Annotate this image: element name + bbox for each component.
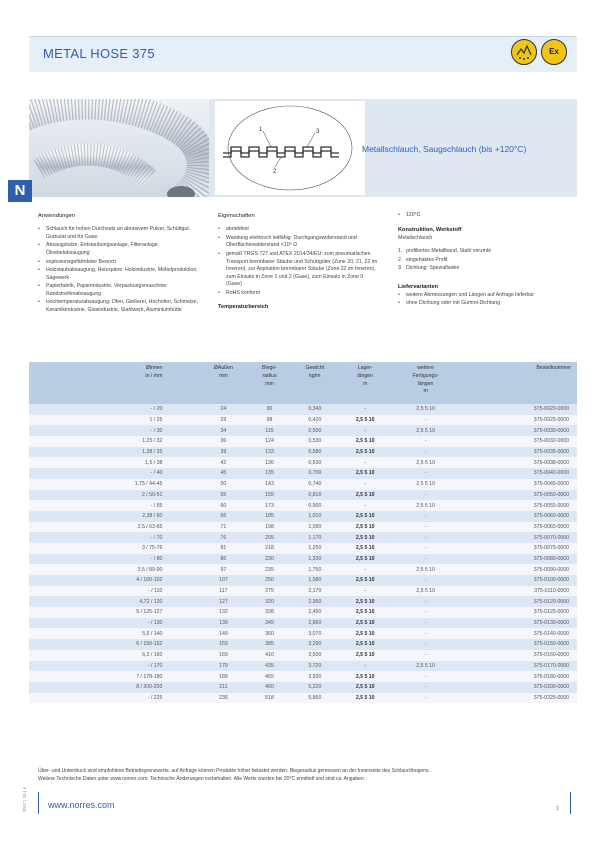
table-cell: 5,5 / 140: [29, 628, 197, 639]
table-cell: -: [340, 586, 390, 597]
table-cell: 81: [197, 543, 249, 554]
column-header: ØAußen mm: [197, 362, 249, 404]
table-cell: 0,740: [290, 479, 340, 490]
table-cell: 6 / 150-152: [29, 639, 197, 650]
table-cell: 2,5 5 10: [340, 650, 390, 661]
table-cell: 236: [197, 693, 249, 704]
table-cell: -: [340, 457, 390, 468]
table-cell: 2,5 5 10: [340, 618, 390, 629]
table-row: [29, 522, 577, 533]
page-number: 1: [556, 806, 559, 812]
list-item: • gemäß TRGS 727 und ATEX 2014/34/EU: zum pneumatischen Transport brennbarer Stäube und Schüttgüter (Zone 20, 21, 22 im Inneren), zur Aspiration brennbarer Stäube (Zone 22 im Inneren), zum Einsatz in Zone 1 und 2 (Gase), zum Einsatz in Zone 0 (Gase): [218, 251, 378, 289]
applications-heading: Anwendungen: [38, 213, 76, 219]
list-item: • Wandung elektrisch leitfähig: Durchgangswiderstand und Oberflächenwiderstand <10⁶ Ω: [218, 235, 378, 250]
table-cell: 55: [197, 490, 249, 501]
table-cell: 66: [197, 511, 249, 522]
table-cell: 34: [197, 425, 249, 436]
table-cell: - / 80: [29, 554, 197, 565]
hose-photo: [29, 99, 209, 197]
footnote-technical: Weitere Technische Daten unter www.norres.com. Technische Änderungen vorbehalten. Alle Werte wurden bei 20°C ermittelt und sind ca. Angaben.: [38, 776, 366, 782]
table-cell: 1,980: [290, 575, 340, 586]
table-cell: 2,5 5 10: [340, 693, 390, 704]
table-cell: 518: [249, 693, 289, 704]
column-header: weitere Fertigungs- längen m: [390, 362, 461, 404]
issue-date: 2017 | 10 | 4: [22, 787, 27, 812]
table-cell: 375-0080-0000: [461, 554, 577, 565]
table-cell: 2,5 5 10: [340, 468, 390, 479]
list-item: • weitere Abmessungen und Längen auf Anfrage lieferbar: [398, 292, 573, 300]
list-item: • explosionsgefährdeter Bereich: [38, 259, 203, 267]
table-cell: -: [390, 468, 461, 479]
table-cell: 2,5 / 63-65: [29, 522, 197, 533]
column-header: Biege- radius mm: [249, 362, 289, 404]
table-row: [29, 693, 577, 704]
table-cell: 2,360: [290, 596, 340, 607]
table-row: [29, 639, 577, 650]
table-cell: 385: [249, 639, 289, 650]
table-cell: -: [390, 682, 461, 693]
table-cell: 50: [197, 479, 249, 490]
table-cell: 375-0125-0000: [461, 607, 577, 618]
table-cell: 189: [197, 671, 249, 682]
table-cell: 76: [197, 532, 249, 543]
table-cell: 117: [197, 586, 249, 597]
table-cell: - / 225: [29, 693, 197, 704]
table-cell: 1,250: [290, 543, 340, 554]
table-cell: 2,5 5 10: [390, 479, 461, 490]
table-cell: 375-0140-0000: [461, 628, 577, 639]
table-cell: 1,170: [290, 532, 340, 543]
table-cell: 39: [197, 447, 249, 458]
table-cell: 136: [249, 457, 289, 468]
list-item: [398, 248, 573, 256]
table-cell: -: [390, 490, 461, 501]
table-cell: 375-0150-0000: [461, 639, 577, 650]
table-cell: 375-0045-0000: [461, 479, 577, 490]
table-cell: 71: [197, 522, 249, 533]
hero-banner: [29, 99, 577, 197]
table-cell: 375-0130-0000: [461, 618, 577, 629]
table-cell: 2,170: [290, 586, 340, 597]
table-cell: 2,5 5 10: [340, 596, 390, 607]
table-cell: 2,5 5 10: [340, 628, 390, 639]
column-header: Øinnen in / mm: [29, 362, 197, 404]
table-row: [29, 543, 577, 554]
column-header: Bestellnummer: [461, 362, 577, 404]
table-cell: - / 170: [29, 661, 197, 672]
table-row: [29, 500, 577, 511]
list-number: 2.: [398, 256, 403, 263]
table-cell: 375-0020-0000: [461, 404, 577, 415]
table-cell: 0,580: [290, 447, 340, 458]
table-cell: 2,450: [290, 607, 340, 618]
table-row: [29, 490, 577, 501]
list-item: [398, 257, 573, 265]
table-cell: 375-0032-0000: [461, 436, 577, 447]
list-item-text: profiliertes Metallband, Stahl verzinkt: [406, 248, 491, 255]
table-row: [29, 425, 577, 436]
table-cell: 135: [249, 468, 289, 479]
table-cell: 2,5 5 10: [390, 564, 461, 575]
table-cell: 375-0055-0000: [461, 500, 577, 511]
list-item: • Hochtemperaturabsaugung: Ofen, Gießerei, Hochofen, Schmelze, Keramikindustrie, Glasindustrie, Stahlwerk, Aluminiumhütte: [38, 299, 203, 314]
table-cell: -: [340, 500, 390, 511]
table-cell: 2,5 5 10: [390, 457, 461, 468]
table-cell: 375-0050-0000: [461, 490, 577, 501]
table-row: [29, 650, 577, 661]
table-cell: - / 30: [29, 425, 197, 436]
table-cell: 1,38 / 35: [29, 447, 197, 458]
table-cell: -: [390, 522, 461, 533]
table-row: [29, 682, 577, 693]
footer-divider-left: [38, 792, 39, 814]
table-cell: 2,5 5 10: [340, 415, 390, 426]
properties-section: [218, 212, 378, 312]
table-cell: -: [390, 618, 461, 629]
table-cell: -: [390, 650, 461, 661]
product-title: METAL HOSE 375: [43, 46, 155, 61]
table-cell: 360: [249, 628, 289, 639]
table-row: [29, 554, 577, 565]
table-cell: 2,5 5 10: [340, 575, 390, 586]
table-cell: 2 / 50-51: [29, 490, 197, 501]
table-row: [29, 457, 577, 468]
table-cell: -: [340, 425, 390, 436]
footer-divider-right: [570, 792, 571, 814]
table-cell: 0,340: [290, 404, 340, 415]
table-cell: 2,5 5 10: [340, 682, 390, 693]
table-row: [29, 607, 577, 618]
table-cell: 0,630: [290, 457, 340, 468]
product-subtitle: Metallschlauch, Saugschlauch (bis +120°C): [362, 144, 527, 154]
table-cell: -: [390, 639, 461, 650]
table-cell: 0,420: [290, 415, 340, 426]
table-cell: 375-0200-0000: [461, 682, 577, 693]
table-cell: -: [340, 661, 390, 672]
table-cell: 460: [249, 682, 289, 693]
table-cell: 169: [197, 650, 249, 661]
table-cell: 235: [249, 564, 289, 575]
table-row: [29, 415, 577, 426]
list-item: • abriebfest: [218, 226, 378, 234]
table-cell: 0,530: [290, 436, 340, 447]
table-cell: 0,500: [290, 425, 340, 436]
table-cell: 3,500: [290, 650, 340, 661]
table-cell: 6,3 / 160: [29, 650, 197, 661]
table-cell: 185: [249, 511, 289, 522]
table-row: [29, 661, 577, 672]
table-cell: 3,930: [290, 671, 340, 682]
table-cell: 435: [249, 661, 289, 672]
list-item: • Papierfabrik, Papierindustrie, Verpackungsmaschine: Randstreifenabsaugung: [38, 283, 203, 298]
table-cell: 198: [249, 522, 289, 533]
table-cell: 86: [197, 554, 249, 565]
table-cell: 4 / 100-102: [29, 575, 197, 586]
table-cell: 97: [197, 564, 249, 575]
table-cell: 2,5 5 10: [390, 661, 461, 672]
table-cell: 2,5 5 10: [340, 554, 390, 565]
table-cell: 4,72 / 120: [29, 596, 197, 607]
table-cell: 320: [249, 596, 289, 607]
table-cell: -: [390, 628, 461, 639]
list-item: • ohne Dichtung oder mit Gummi-Dichtung: [398, 300, 573, 308]
table-cell: 143: [249, 479, 289, 490]
table-cell: 36: [197, 436, 249, 447]
table-cell: 24: [197, 404, 249, 415]
table-cell: 375-0070-0000: [461, 532, 577, 543]
profile-diagram: [215, 101, 365, 195]
table-cell: - / 40: [29, 468, 197, 479]
table-cell: 115: [249, 425, 289, 436]
table-cell: -: [390, 532, 461, 543]
atex-ex-icon: [541, 39, 567, 65]
table-row: [29, 596, 577, 607]
table-cell: 1,750: [290, 564, 340, 575]
table-cell: 90: [249, 404, 289, 415]
table-cell: 42: [197, 457, 249, 468]
construction-subheading: Metallschlauch: [398, 234, 433, 241]
table-cell: -: [340, 564, 390, 575]
table-cell: 375-0100-0000: [461, 575, 577, 586]
table-cell: -: [390, 447, 461, 458]
table-cell: 338: [249, 607, 289, 618]
table-cell: -: [390, 575, 461, 586]
table-cell: 5,860: [290, 693, 340, 704]
table-cell: -: [390, 693, 461, 704]
list-item-text: Dichtung: Spezialfaden: [406, 265, 460, 272]
table-cell: 375-0030-0000: [461, 425, 577, 436]
table-cell: -: [390, 436, 461, 447]
table-cell: 5,220: [290, 682, 340, 693]
table-cell: -: [390, 554, 461, 565]
table-cell: 7 / 178-180: [29, 671, 197, 682]
table-row: [29, 671, 577, 682]
table-cell: 275: [249, 586, 289, 597]
page-header: [29, 36, 577, 72]
table-cell: 98: [249, 415, 289, 426]
table-cell: -: [340, 479, 390, 490]
properties-heading: Eigenschaften: [218, 213, 255, 219]
table-cell: 218: [249, 543, 289, 554]
table-cell: 155: [249, 490, 289, 501]
table-row: [29, 436, 577, 447]
construction-heading: Konstruktion, Werkstoff: [398, 226, 462, 233]
temperature-heading: Temperaturbereich: [218, 304, 269, 311]
table-cell: 132: [197, 607, 249, 618]
column-header: Gewicht kg/m: [290, 362, 340, 404]
table-cell: 1,090: [290, 522, 340, 533]
table-cell: 2,5 5 10: [340, 543, 390, 554]
table-cell: -: [340, 404, 390, 415]
table-row: [29, 628, 577, 639]
table-cell: - / 20: [29, 404, 197, 415]
table-cell: 3,5 / 89-90: [29, 564, 197, 575]
construction-section: [398, 212, 573, 309]
table-cell: 173: [249, 500, 289, 511]
table-cell: 2,5 5 10: [340, 671, 390, 682]
table-cell: 133: [249, 447, 289, 458]
table-cell: 375-0170-0000: [461, 661, 577, 672]
list-number: 1.: [398, 248, 403, 255]
diagram-label-3: 3: [316, 129, 320, 135]
table-cell: 1,330: [290, 554, 340, 565]
table-cell: 375-0035-0000: [461, 447, 577, 458]
table-cell: 8 / 200-203: [29, 682, 197, 693]
table-cell: 3 / 75-76: [29, 543, 197, 554]
table-cell: 2,5 5 10: [340, 522, 390, 533]
table-cell: 2,5 5 10: [340, 447, 390, 458]
table-cell: 410: [249, 650, 289, 661]
table-cell: - / 110: [29, 586, 197, 597]
table-cell: - / 55: [29, 500, 197, 511]
table-cell: 375-0040-0000: [461, 468, 577, 479]
column-header: Lager- längen m: [340, 362, 390, 404]
table-cell: 2,38 / 60: [29, 511, 197, 522]
table-cell: 375-0065-0000: [461, 522, 577, 533]
table-cell: 179: [197, 661, 249, 672]
table-cell: 0,810: [290, 490, 340, 501]
table-cell: 375-0025-0000: [461, 415, 577, 426]
ex-label: Ex: [549, 47, 559, 56]
table-cell: 2,5 5 10: [340, 639, 390, 650]
dust-hazard-icon: [511, 39, 537, 65]
variants-heading: Liefervarianten: [398, 283, 439, 290]
table-cell: 29: [197, 415, 249, 426]
table-cell: 205: [249, 532, 289, 543]
table-row: [29, 404, 577, 415]
table-cell: 230: [249, 554, 289, 565]
table-cell: 2,5 5 10: [340, 607, 390, 618]
table-cell: - / 130: [29, 618, 197, 629]
table-cell: 149: [197, 628, 249, 639]
list-item: • Absaugstutze, Entstaubungsanlage, Filteranlage, Ölnebelabsaugung: [38, 242, 203, 257]
table-cell: 375-0120-0000: [461, 596, 577, 607]
table-cell: 2,860: [290, 618, 340, 629]
table-cell: 139: [197, 618, 249, 629]
table-cell: 375-0060-0000: [461, 511, 577, 522]
table-row: [29, 468, 577, 479]
table-cell: 2,5 5 10: [340, 490, 390, 501]
table-row: [29, 511, 577, 522]
table-cell: 3,070: [290, 628, 340, 639]
table-cell: 375-0075-0000: [461, 543, 577, 554]
diagram-label-2: 2: [273, 169, 277, 175]
table-row: [29, 575, 577, 586]
table-row: [29, 447, 577, 458]
table-cell: 455: [249, 671, 289, 682]
diagram-label-1: 1: [259, 127, 263, 133]
website-link[interactable]: www.norres.com: [48, 800, 115, 810]
table-cell: 124: [249, 436, 289, 447]
table-cell: 2,5 5 10: [390, 404, 461, 415]
list-item: [398, 265, 573, 273]
table-cell: 3,290: [290, 639, 340, 650]
footnote-pressure: Über- und Unterdruck sind empfohlene Betriebsgrenzwerte, auf Anfrage können Produkte höher belastet werden. Biegeradius gemessen an der Innenseite des Schlauchbogens.: [38, 768, 430, 774]
table-row: [29, 479, 577, 490]
table-cell: 2,5 5 10: [390, 500, 461, 511]
applications-section: [38, 212, 203, 315]
table-cell: 5 / 125-127: [29, 607, 197, 618]
table-row: [29, 586, 577, 597]
table-cell: 3,720: [290, 661, 340, 672]
list-item-text: eingehaktes Profil: [406, 256, 448, 263]
table-cell: 159: [197, 639, 249, 650]
table-cell: 375-0180-0000: [461, 671, 577, 682]
table-cell: 0,700: [290, 468, 340, 479]
table-cell: 375-0038-0000: [461, 457, 577, 468]
table-cell: 375-0160-0000: [461, 650, 577, 661]
table-cell: 1,25 / 32: [29, 436, 197, 447]
table-cell: 2,5 5 10: [340, 532, 390, 543]
table-cell: 211: [197, 682, 249, 693]
list-item: • Schlauch für hohen Durchsatz an abrasivem Pulver, Schüttgut, Granulat und für Gase: [38, 226, 203, 241]
list-number: 3.: [398, 265, 403, 272]
footnotes: [38, 767, 568, 783]
table-cell: 375-0090-0000: [461, 564, 577, 575]
temperature-value: • 120°C: [398, 212, 573, 220]
table-cell: 107: [197, 575, 249, 586]
specification-table: [29, 362, 577, 703]
table-cell: -: [390, 596, 461, 607]
table-cell: 1,5 / 38: [29, 457, 197, 468]
table-cell: 345: [249, 618, 289, 629]
table-row: [29, 564, 577, 575]
table-cell: 127: [197, 596, 249, 607]
norres-logo: N: [8, 180, 32, 202]
table-row: [29, 532, 577, 543]
list-item: • RoHS konform: [218, 290, 378, 298]
table-cell: 45: [197, 468, 249, 479]
table-cell: -: [390, 511, 461, 522]
table-cell: 0,900: [290, 500, 340, 511]
table-cell: 2,5 5 10: [390, 425, 461, 436]
table-cell: 250: [249, 575, 289, 586]
table-cell: 1 / 25: [29, 415, 197, 426]
table-cell: 375-0225-0000: [461, 693, 577, 704]
table-cell: -: [390, 415, 461, 426]
table-cell: 1,010: [290, 511, 340, 522]
table-cell: 60: [197, 500, 249, 511]
table-cell: 375-0110-0000: [461, 586, 577, 597]
list-item: • Holzstaubabsaugung, Holzspäne: Holzindustrie, Möbelproduktion, Sägewerk: [38, 267, 203, 282]
table-cell: 2,5 5 10: [340, 511, 390, 522]
table-cell: -: [390, 607, 461, 618]
table-cell: 2,5 5 10: [340, 436, 390, 447]
table-cell: 1,75 / 44-45: [29, 479, 197, 490]
table-cell: -: [390, 671, 461, 682]
table-row: [29, 618, 577, 629]
table-cell: -: [390, 543, 461, 554]
table-cell: 2,5 5 10: [390, 586, 461, 597]
table-cell: - / 70: [29, 532, 197, 543]
